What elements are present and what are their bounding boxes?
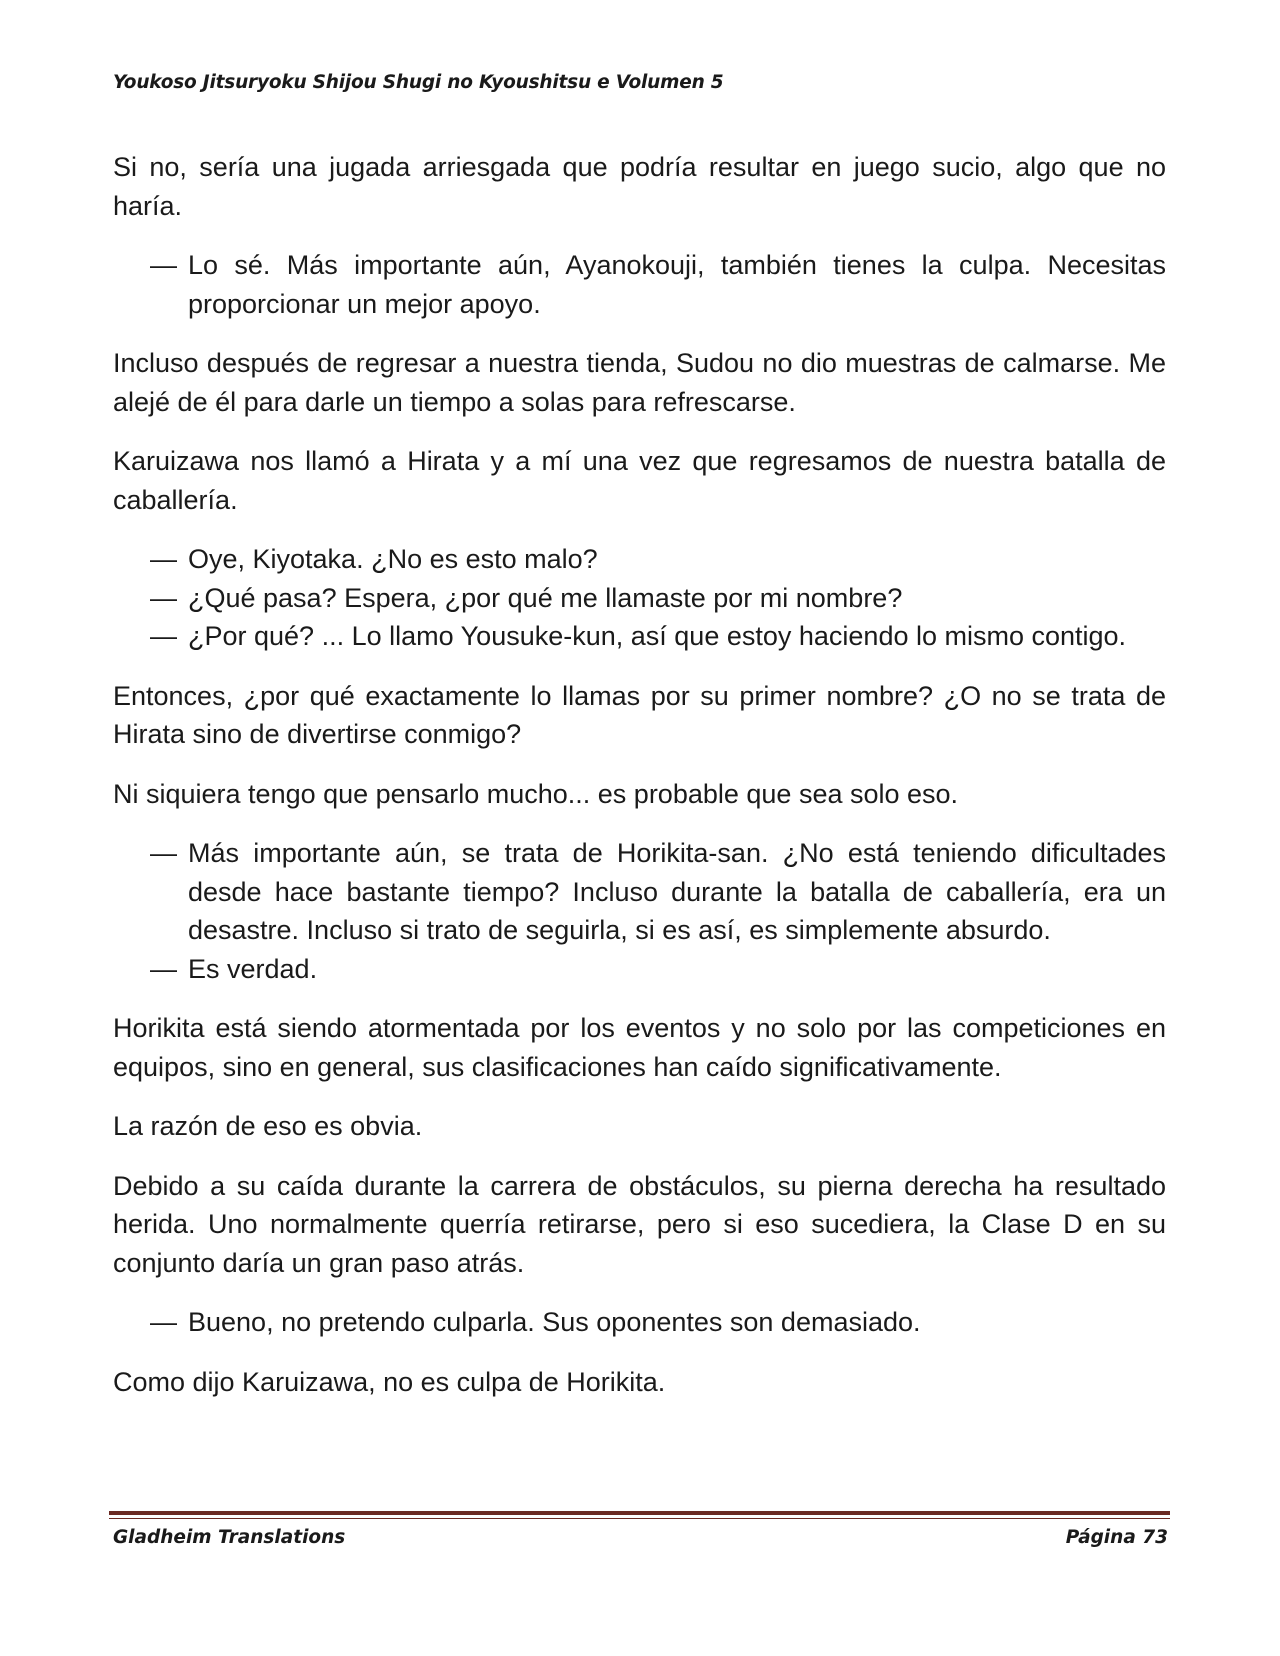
paragraph: Si no, sería una jugada arriesgada que podría resultar en juego sucio, algo que no haría.: [113, 152, 1166, 221]
dialogue-group: [113, 1303, 1166, 1342]
footer-divider-thin: [109, 1518, 1170, 1519]
dialogue-group: [113, 540, 1166, 656]
paragraph: Debido a su caída durante la carrera de obstáculos, su pierna derecha ha resultado herida. Uno normalmente querría retirarse, pero si eso sucediera, la Clase D en su conjunto daría un gran paso atrás.: [113, 1170, 1166, 1278]
paragraph: Incluso después de regresar a nuestra tienda, Sudou no dio muestras de calmarse. Me alejé de él para darle un tiempo a solas para refrescarse.: [113, 348, 1166, 417]
paragraph: Horikita está siendo atormentada por los eventos y no solo por las competiciones en equipos, sino en general, sus clasificaciones han caído significativamente.: [113, 1013, 1166, 1082]
dialogue-line: — ¿Qué pasa? Espera, ¿por qué me llamaste por mi nombre?: [113, 579, 1166, 618]
dialogue-line: — Lo sé. Más importante aún, Ayanokouji, también tienes la culpa. Necesitas proporcionar un mejor apoyo.: [113, 246, 1166, 323]
dialogue-dash: —: [150, 1307, 177, 1337]
paragraph: Como dijo Karuizawa, no es culpa de Horikita.: [113, 1366, 666, 1397]
translator-credit: Gladheim Translations: [113, 1527, 346, 1548]
paragraph: La razón de eso es obvia.: [113, 1111, 423, 1141]
dialogue-dash: —: [150, 838, 177, 868]
dialogue-dash: —: [150, 953, 177, 984]
dialogue-dash: —: [150, 621, 177, 651]
dialogue-dash: —: [150, 544, 177, 574]
dialogue-line: — ¿Por qué? ... Lo llamo Yousuke-kun, así que estoy haciendo lo mismo contigo.: [113, 617, 1166, 656]
dialogue-dash: —: [150, 582, 177, 613]
paragraph: Karuizawa nos llamó a Hirata y a mí una vez que regresamos de nuestra batalla de caballería.: [113, 446, 1166, 515]
footer-divider: [109, 1511, 1170, 1515]
dialogue-line: — Es verdad.: [113, 950, 1166, 989]
dialogue-group: [113, 246, 1166, 323]
page-number: Página 73: [1065, 1527, 1168, 1548]
dialogue-line: — Más importante aún, se trata de Horikita-san. ¿No está teniendo dificultades desde hace bastante tiempo? Incluso durante la batalla de caballería, era un desastre. Incluso si trato de seguirla, si es así, es simplemente absurdo.: [113, 834, 1166, 950]
body-text: [113, 148, 1166, 1422]
running-header: Youkoso Jitsuryoku Shijou Shugi no Kyoushitsu e Volumen 5: [113, 72, 724, 93]
paragraph: Entonces, ¿por qué exactamente lo llamas por su primer nombre? ¿O no se trata de Hirata sino de divertirse conmigo?: [113, 680, 1166, 749]
paragraph: Ni siquiera tengo que pensarlo mucho... es probable que sea solo eso.: [113, 778, 959, 809]
dialogue-line: — Bueno, no pretendo culparla. Sus oponentes son demasiado.: [113, 1303, 1166, 1342]
dialogue-group: [113, 834, 1166, 988]
dialogue-line: — Oye, Kiyotaka. ¿No es esto malo?: [113, 540, 1166, 579]
dialogue-dash: —: [150, 250, 177, 280]
